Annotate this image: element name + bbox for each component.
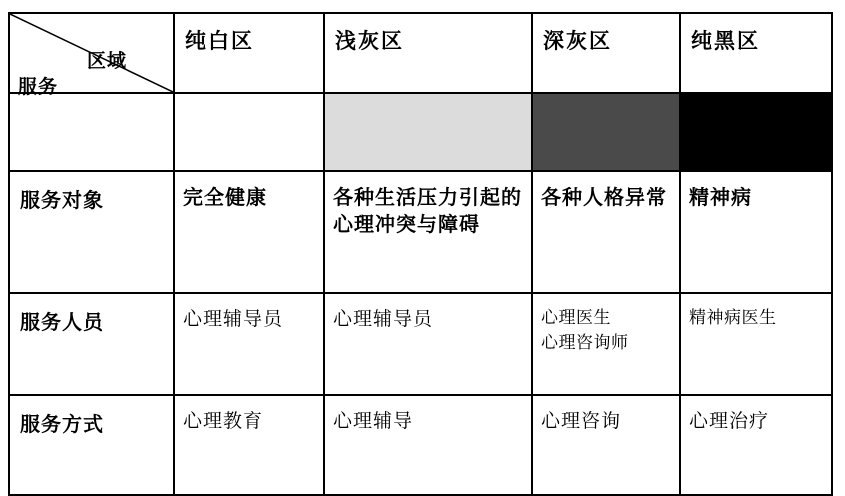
cell-staff-white: 心理辅导员	[174, 293, 324, 395]
cell-staff-dark-gray	[532, 293, 680, 395]
cell-target-white: 完全健康	[174, 171, 324, 293]
cell-target-black: 精神病	[680, 171, 832, 293]
color-swatch-dark-gray	[533, 94, 679, 170]
swatch-row-spacer	[9, 93, 174, 171]
color-swatch-light-gray	[325, 94, 531, 170]
cell-method-white: 心理教育	[174, 395, 324, 495]
column-header-dark-gray: 深灰区	[532, 13, 680, 93]
swatch-cell-white	[174, 93, 324, 171]
cell-staff-dark-gray-line2: 心理咨询师	[541, 332, 629, 353]
cell-staff-black: 精神病医生	[680, 293, 832, 395]
cell-method-light-gray: 心理辅导	[324, 395, 532, 495]
cell-staff-dark-gray-line1: 心理医生	[541, 308, 611, 328]
cell-target-light-gray: 各种生活压力引起的心理冲突与障碍	[324, 171, 532, 293]
cell-staff-light-gray: 心理辅导员	[324, 293, 532, 395]
table-row	[9, 171, 832, 293]
cell-target-dark-gray: 各种人格异常	[532, 171, 680, 293]
table-row-header	[9, 13, 832, 93]
row-label-service-staff: 服务人员	[9, 293, 174, 395]
table-row-swatches	[9, 93, 832, 171]
swatch-cell-black	[680, 93, 832, 171]
corner-diagonal-cell	[9, 13, 174, 98]
cell-method-dark-gray: 心理咨询	[532, 395, 680, 495]
table-row	[9, 395, 832, 495]
swatch-cell-light-gray	[324, 93, 532, 171]
color-swatch-black	[681, 94, 831, 170]
corner-service-label: 服务	[18, 76, 59, 98]
table-row	[9, 293, 832, 395]
column-header-white: 纯白区	[174, 13, 324, 93]
cell-method-black: 心理治疗	[680, 395, 832, 495]
row-label-service-target: 服务对象	[9, 171, 174, 293]
color-swatch-white	[175, 94, 323, 170]
column-header-black: 纯黑区	[680, 13, 832, 93]
corner-zone-label: 区域	[86, 50, 127, 72]
swatch-cell-dark-gray	[532, 93, 680, 171]
row-label-service-method: 服务方式	[9, 395, 174, 495]
zone-service-matrix	[8, 12, 833, 496]
column-header-light-gray: 浅灰区	[324, 13, 532, 93]
